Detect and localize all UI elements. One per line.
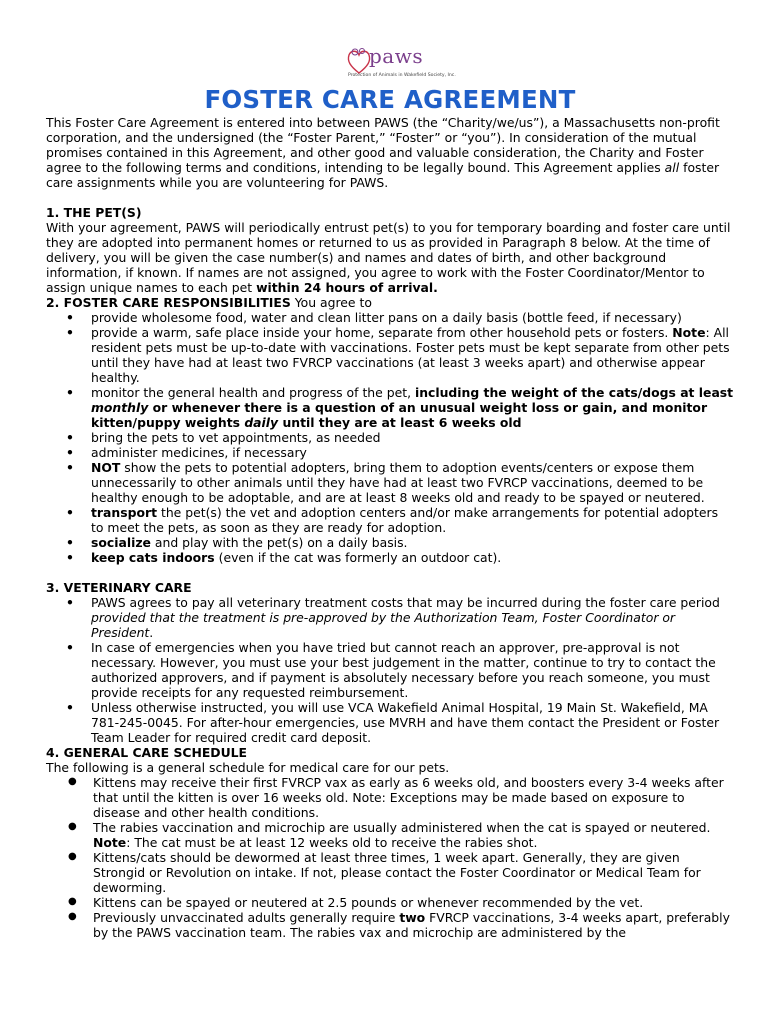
list-item: • monitor the general health and progress of the pet, including the weight of the cats/dogs at least monthly or whenever there is a question of an unusual weight loss or gain, and monitor kitten/puppy weights daily until they are at least 6 weeks old <box>46 385 734 430</box>
section-veterinary-care <box>46 580 734 745</box>
list-item: • NOT show the pets to potential adopters, bring them to adoption events/centers or expose them unnecessarily to other animals until they have had at least two FVRCP vaccinations, deemed to be healthy enough to be adoptable, and are at least 8 weeks old and ready to be spayed or neutered. <box>46 460 734 505</box>
section-4-heading: 4. GENERAL CARE SCHEDULE <box>46 745 248 760</box>
care-schedule-list <box>46 775 734 940</box>
list-item: • provide wholesome food, water and clean litter pans on a daily basis (bottle feed, if necessary) <box>46 310 734 325</box>
section-1-text: With your agreement, PAWS will periodically entrust pet(s) to you for temporary boarding and foster care until they are adopted into permanent homes or returned to us as provided in Paragraph 8 below. At the time of delivery, you will be given the case number(s) and names and dates of birth, and other background information, if known. If names are not assigned, you agree to work with the Foster Coordinator/Mentor to assign unique names to each pet within 24 hours of arrival. <box>46 220 731 295</box>
list-item: • In case of emergencies when you have tried but cannot reach an approver, pre-approval is not necessary. However, you must use your best judgement in the matter, continue to try to contact the authorized approvers, and if payment is absolutely necessary before you reach someone, you must provide receipts for any requested reimbursement. <box>46 640 734 700</box>
list-item: ● The rabies vaccination and microchip are usually administered when the cat is spayed or neutered. Note: The cat must be at least 12 weeks old to receive the rabies shot. <box>46 820 734 850</box>
veterinary-care-list <box>46 595 734 745</box>
list-item: ● Kittens can be spayed or neutered at 2.5 pounds or whenever recommended by the vet. <box>46 895 734 910</box>
responsibilities-list <box>46 310 734 565</box>
section-general-care-schedule <box>46 745 734 940</box>
list-item: • transport the pet(s) the vet and adoption centers and/or make arrangements for potential adopters to meet the pets, as soon as they are ready for adoption. <box>46 505 734 535</box>
section-the-pets <box>46 205 734 295</box>
section-3-heading: 3. VETERINARY CARE <box>46 580 192 595</box>
list-item: ● Kittens/cats should be dewormed at least three times, 1 week apart. Generally, they are given Strongid or Revolution on intake. If not, please contact the Foster Coordinator or Medical Team for deworming. <box>46 850 734 895</box>
list-item: • PAWS agrees to pay all veterinary treatment costs that may be incurred during the foster care period provided that the treatment is pre-approved by the Authorization Team, Foster Coordinator or President. <box>46 595 734 640</box>
section-4-text: The following is a general schedule for medical care for our pets. <box>46 760 450 775</box>
list-item: ● Previously unvaccinated adults generally require two FVRCP vaccinations, 3-4 weeks apart, preferably by the PAWS vaccination team. The rabies vax and microchip are administered by the <box>46 910 734 940</box>
section-2-heading: 2. FOSTER CARE RESPONSIBILITIES You agree to <box>46 295 372 310</box>
list-item: • keep cats indoors (even if the cat was formerly an outdoor cat). <box>46 550 734 565</box>
logo-wordmark: paws <box>369 44 424 68</box>
document-page <box>46 46 734 940</box>
list-item: • Unless otherwise instructed, you will use VCA Wakefield Animal Hospital, 19 Main St. Wakefield, MA 781-245-0045. For after-hour emergencies, use MVRH and have them contact the President or Foster Team Leader for required credit card deposit. <box>46 700 734 745</box>
intro-paragraph: This Foster Care Agreement is entered into between PAWS (the “Charity/we/us”), a Massachusetts non-profit corporation, and the undersigned (the “Foster Parent,” “Foster” or “you”). In consideration of the mutual promises contained in this Agreement, and other good and valuable consideration, the Charity and Foster agree to the following terms and conditions, intending to be legally bound. This Agreement applies all foster care assignments while you are volunteering for PAWS. <box>46 115 720 190</box>
paws-logo <box>346 46 456 84</box>
logo-tagline: Protection of Animals in Wakefield Society, Inc. <box>348 73 456 78</box>
list-item: ● Kittens may receive their first FVRCP vax as early as 6 weeks old, and boosters every 3-4 weeks after that until the kitten is over 16 weeks old. Note: Exceptions may be made based on exposure to disease and other health conditions. <box>46 775 734 820</box>
section-foster-care-responsibilities <box>46 295 734 565</box>
document-title: FOSTER CARE AGREEMENT <box>204 85 576 114</box>
list-item: • provide a warm, safe place inside your home, separate from other household pets or fosters. Note: All resident pets must be up-to-date with vaccinations. Foster pets must be kept separate from other pets until they have had at least two FVRCP vaccinations (at least 3 weeks apart) and otherwise appear healthy. <box>46 325 734 385</box>
list-item: • bring the pets to vet appointments, as needed <box>46 430 734 445</box>
list-item: • administer medicines, if necessary <box>46 445 734 460</box>
list-item: • socialize and play with the pet(s) on a daily basis. <box>46 535 734 550</box>
section-1-heading: 1. THE PET(S) <box>46 205 142 220</box>
